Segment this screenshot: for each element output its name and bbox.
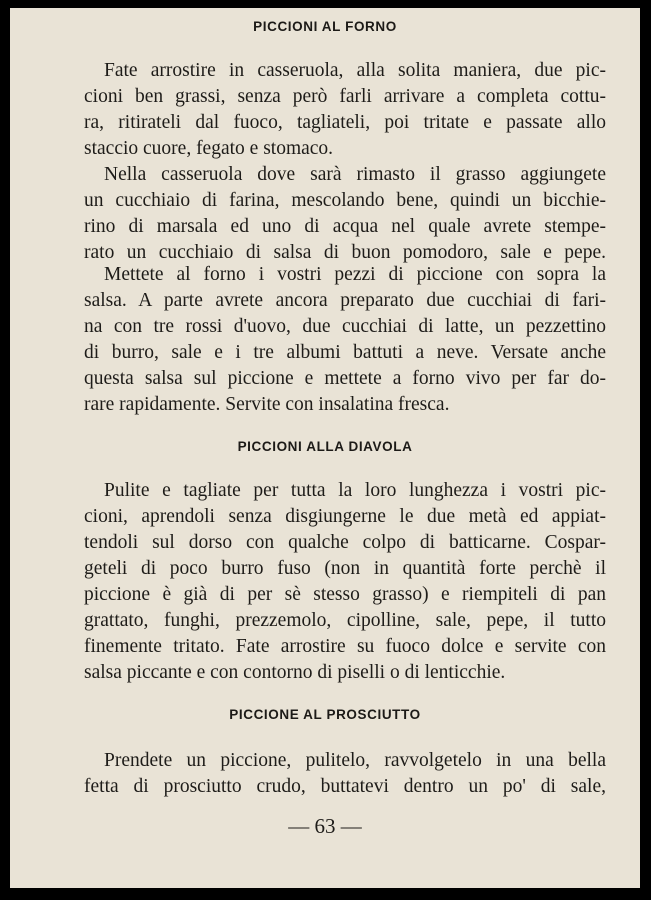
text-line: geteli di poco burro fuso (non in quantità forte perchè il — [84, 558, 606, 579]
text-line: Mettete al forno i vostri pezzi di piccione con sopra la — [104, 264, 606, 285]
text-line: cioni ben grassi, senza però farli arrivare a completa cottu- — [84, 86, 606, 107]
text-line: di burro, sale e i tre albumi battuti a neve. Versate anche — [84, 342, 606, 363]
text-line: rino di marsala ed uno di acqua nel quale avrete stempe- — [84, 216, 606, 237]
text-line: na con tre rossi d'uovo, due cucchiai di latte, un pezzettino — [84, 316, 606, 337]
text-line: finemente tritato. Fate arrostire su fuoco dolce e servite con — [84, 636, 606, 657]
text-line: rare rapidamente. Servite con insalatina fresca. — [84, 394, 450, 415]
text-line: piccione è già di per sè stesso grasso) e riempiteli di pan — [84, 584, 606, 605]
recipe-title-piccione-al-prosciutto: PICCIONE AL PROSCIUTTO — [229, 707, 421, 722]
text-line: grattato, funghi, prezzemolo, cipolline, sale, pepe, il tutto — [84, 610, 606, 631]
text-line: un cucchiaio di farina, mescolando bene, quindi un bicchie- — [84, 190, 606, 211]
text-line: rato un cucchiaio di salsa di buon pomodoro, sale e pepe. — [84, 242, 606, 263]
text-line: ra, ritirateli dal fuoco, tagliateli, poi tritate e passate allo — [84, 112, 606, 133]
text-line: Nella casseruola dove sarà rimasto il grasso aggiungete — [104, 164, 606, 185]
text-line: fetta di prosciutto crudo, buttatevi dentro un po' di sale, — [84, 776, 606, 797]
text-line: tendoli sul dorso con qualche colpo di batticarne. Cospar- — [84, 532, 606, 553]
page-number: — 63 — — [288, 814, 362, 838]
text-line: Pulite e tagliate per tutta la loro lunghezza i vostri pic- — [104, 480, 606, 501]
text-line: Fate arrostire in casseruola, alla solita maniera, due pic- — [104, 60, 606, 81]
text-line: staccio cuore, fegato e stomaco. — [84, 138, 334, 159]
text-line: cioni, aprendoli senza disgiungerne le due metà ed appiat- — [84, 506, 606, 527]
text-line: salsa. A parte avrete ancora preparato due cucchiai di fari- — [84, 290, 606, 311]
recipe-title-piccioni-al-forno: PICCIONI AL FORNO — [253, 19, 397, 34]
text-line: salsa piccante e con contorno di piselli o di lenticchie. — [84, 662, 506, 683]
book-page — [10, 8, 640, 888]
text-line: Prendete un piccione, pulitelo, ravvolgetelo in una bella — [104, 750, 606, 771]
recipe-title-piccioni-alla-diavola: PICCIONI ALLA DIAVOLA — [237, 439, 413, 454]
text-line: questa salsa sul piccione e mettete a forno vivo per far do- — [84, 368, 606, 389]
